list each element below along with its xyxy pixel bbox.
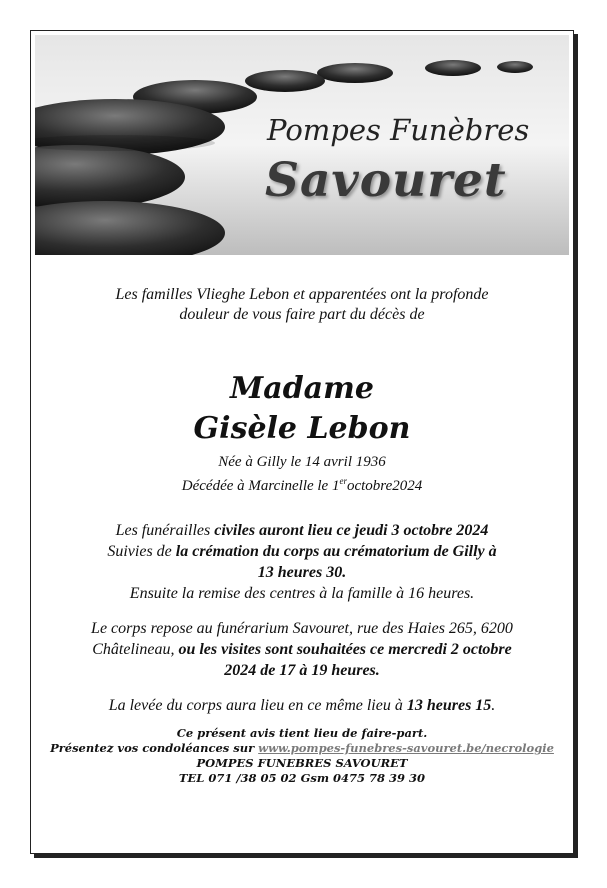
visit-text: ou les visites sont souhaitées ce mercredi 2 octobre (178, 641, 512, 658)
intro-line-2: douleur de vous faire part du décès de (179, 306, 425, 323)
condolence-text: Présentez vos condoléances sur (50, 741, 259, 755)
brand-subtitle: Pompes Funèbres (267, 113, 530, 147)
company-phone: TEL 071 /38 05 02 Gsm 0475 78 39 30 (178, 771, 426, 785)
intro-line-1: Les familles Vlieghe Lebon et apparentées ont la profonde (115, 286, 489, 303)
cremation-text: la crémation du corps au crématorium de Gilly à (175, 543, 497, 560)
birth-line: Née à Gilly le 14 avril 1936 (218, 454, 386, 470)
notice-body (35, 271, 569, 786)
visit-time: 2024 de 17 à 19 heures. (224, 662, 380, 679)
cremation-time: 13 heures 30. (257, 564, 347, 581)
levee-end: . (491, 697, 496, 714)
levee-time: 13 heures 15 (406, 697, 492, 714)
rest-text-1: Le corps repose au funérarium Savouret, rue des Haies 265, 6200 (91, 620, 513, 637)
rest-text-2: Châtelineau, (92, 641, 179, 658)
death-line (35, 472, 569, 496)
death-suffix: octobre2024 (346, 478, 423, 494)
footer-line-1: Ce présent avis tient lieu de faire-part. (176, 726, 428, 740)
funeral-text-1: Les funérailles (115, 522, 215, 539)
levee-paragraph (35, 695, 569, 716)
intro-text (35, 285, 569, 325)
deceased-name: Gisèle Lebon (193, 411, 411, 446)
funeral-paragraph (35, 520, 569, 604)
necrology-link[interactable]: www.pompes-funebres-savouret.be/necrologie (258, 741, 554, 755)
funeral-date: civiles auront lieu ce jeudi 3 octobre 2024 (214, 522, 489, 539)
death-ordinal: er (339, 476, 347, 486)
ashes-text: Ensuite la remise des centres à la famille à 16 heures. (129, 585, 475, 602)
header-banner (35, 35, 569, 255)
deceased-title: Madame (230, 371, 374, 406)
dates-block (35, 453, 569, 496)
footer-line-2 (35, 741, 569, 756)
funeral-text-2: Suivies de (107, 543, 176, 560)
visitation-paragraph (35, 618, 569, 681)
levee-text: La levée du corps aura lieu en ce même lieu à (108, 697, 407, 714)
company-name: POMPES FUNEBRES SAVOURET (196, 756, 408, 770)
death-prefix: Décédée à Marcinelle le 1 (181, 478, 340, 494)
notice-frame (30, 30, 574, 854)
footer-block (35, 726, 569, 786)
brand-name: Savouret (265, 153, 507, 208)
